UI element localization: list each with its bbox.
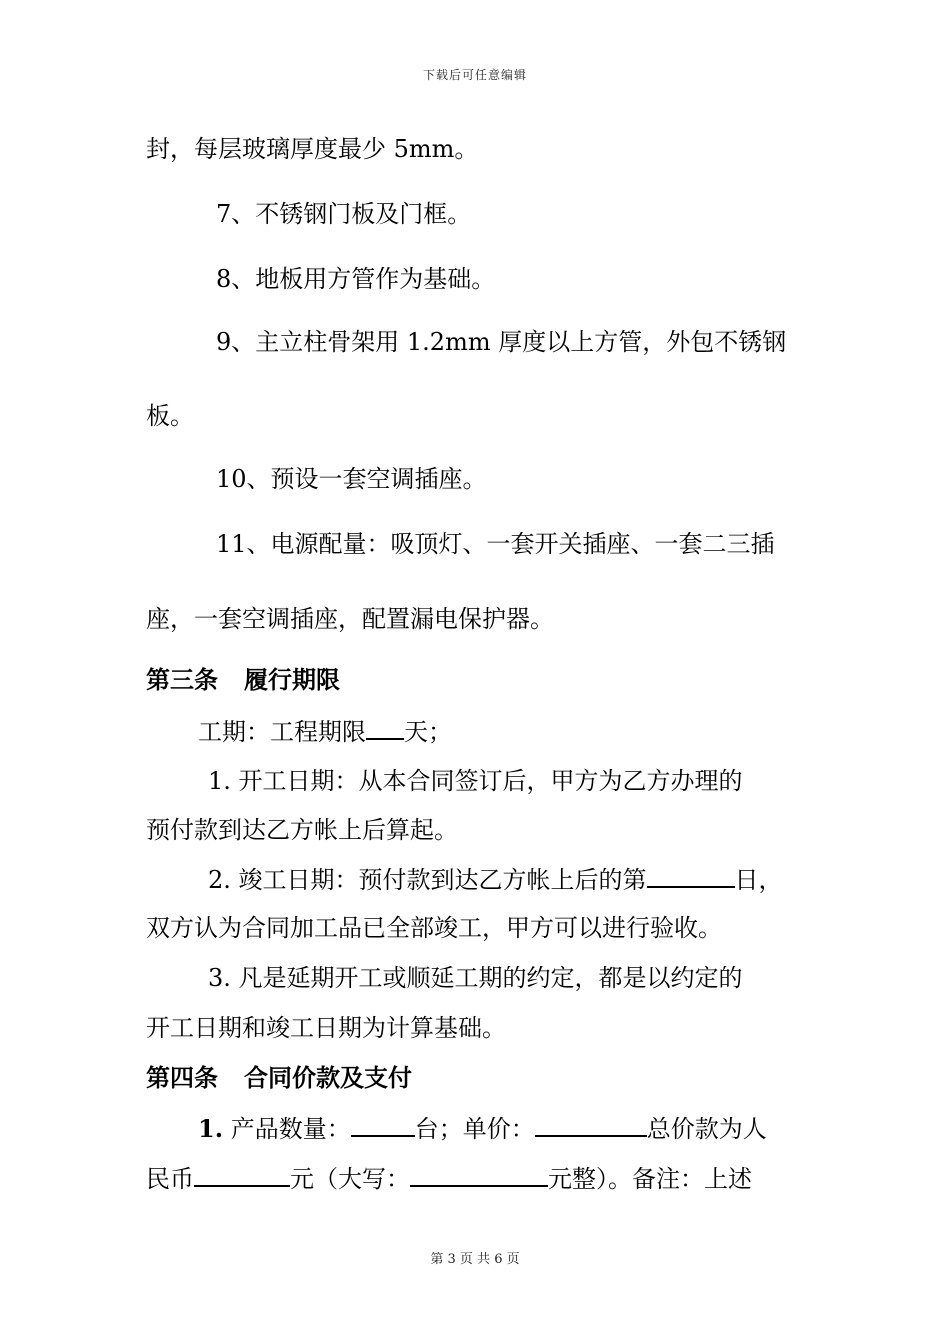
item-text: 元（大写： <box>290 1165 410 1193</box>
paragraph-line <box>198 716 452 747</box>
paragraph-line: 1. 开工日期：从本合同签订后，甲方为乙方办理的 <box>208 767 743 795</box>
paragraph-line: 10、预设一套空调插座。 <box>216 465 487 493</box>
paragraph-line: 开工日期和竣工日期为计算基础。 <box>146 1014 506 1042</box>
paragraph-line <box>146 1163 752 1194</box>
paragraph-line <box>208 864 783 895</box>
paragraph-line: 座，一套空调插座，配置漏电保护器。 <box>146 605 554 633</box>
fill-blank <box>366 716 404 740</box>
paragraph-line <box>198 1113 767 1144</box>
section-title: 合同价款及支付 <box>244 1063 412 1092</box>
paragraph-line: 双方认为合同加工品已全部竣工，甲方可以进行验收。 <box>146 914 722 942</box>
fill-blank <box>535 1113 647 1137</box>
item-text: 2. 竣工日期：预付款到达乙方帐上后的第 <box>208 866 647 894</box>
period-text: 工期：工程期限 <box>198 718 366 746</box>
paragraph-line: 9、主立柱骨架用 1.2mm 厚度以上方管，外包不锈钢 <box>216 328 787 356</box>
fill-blank <box>194 1163 290 1187</box>
section-number: 第四条 <box>146 1063 218 1092</box>
item-text: 民币 <box>146 1165 194 1193</box>
paragraph-line: 封，每层玻璃厚度最少 5mm。 <box>146 135 479 163</box>
section-heading-4 <box>146 1063 412 1093</box>
paragraph-line: 板。 <box>146 402 194 430</box>
page-footer: 第 3 页 共 6 页 <box>430 1252 520 1267</box>
item-text: 总价款为人 <box>646 1115 767 1143</box>
paragraph-line: 预付款到达乙方帐上后算起。 <box>146 816 458 844</box>
period-text: 天； <box>404 718 452 746</box>
item-number: 1. <box>198 1114 224 1143</box>
paragraph-line: 3. 凡是延期开工或顺延工期的约定，都是以约定的 <box>208 964 743 992</box>
section-heading-3 <box>146 665 340 695</box>
section-number: 第三条 <box>146 665 218 694</box>
item-text: 日， <box>734 866 783 894</box>
paragraph-line: 7、不锈钢门板及门框。 <box>216 200 472 228</box>
item-text: 产品数量： <box>230 1115 351 1143</box>
paragraph-line: 11、电源配量：吸顶灯、一套开关插座、一套二三插 <box>216 530 775 558</box>
item-text: 台；单价： <box>414 1115 535 1143</box>
fill-blank <box>410 1163 548 1187</box>
fill-blank <box>351 1113 415 1137</box>
page-header: 下载后可任意编辑 <box>422 68 527 82</box>
item-text: 元整）。备注：上述 <box>548 1165 752 1193</box>
paragraph-line: 8、地板用方管作为基础。 <box>216 265 496 293</box>
section-title: 履行期限 <box>244 665 340 694</box>
fill-blank <box>647 864 735 888</box>
